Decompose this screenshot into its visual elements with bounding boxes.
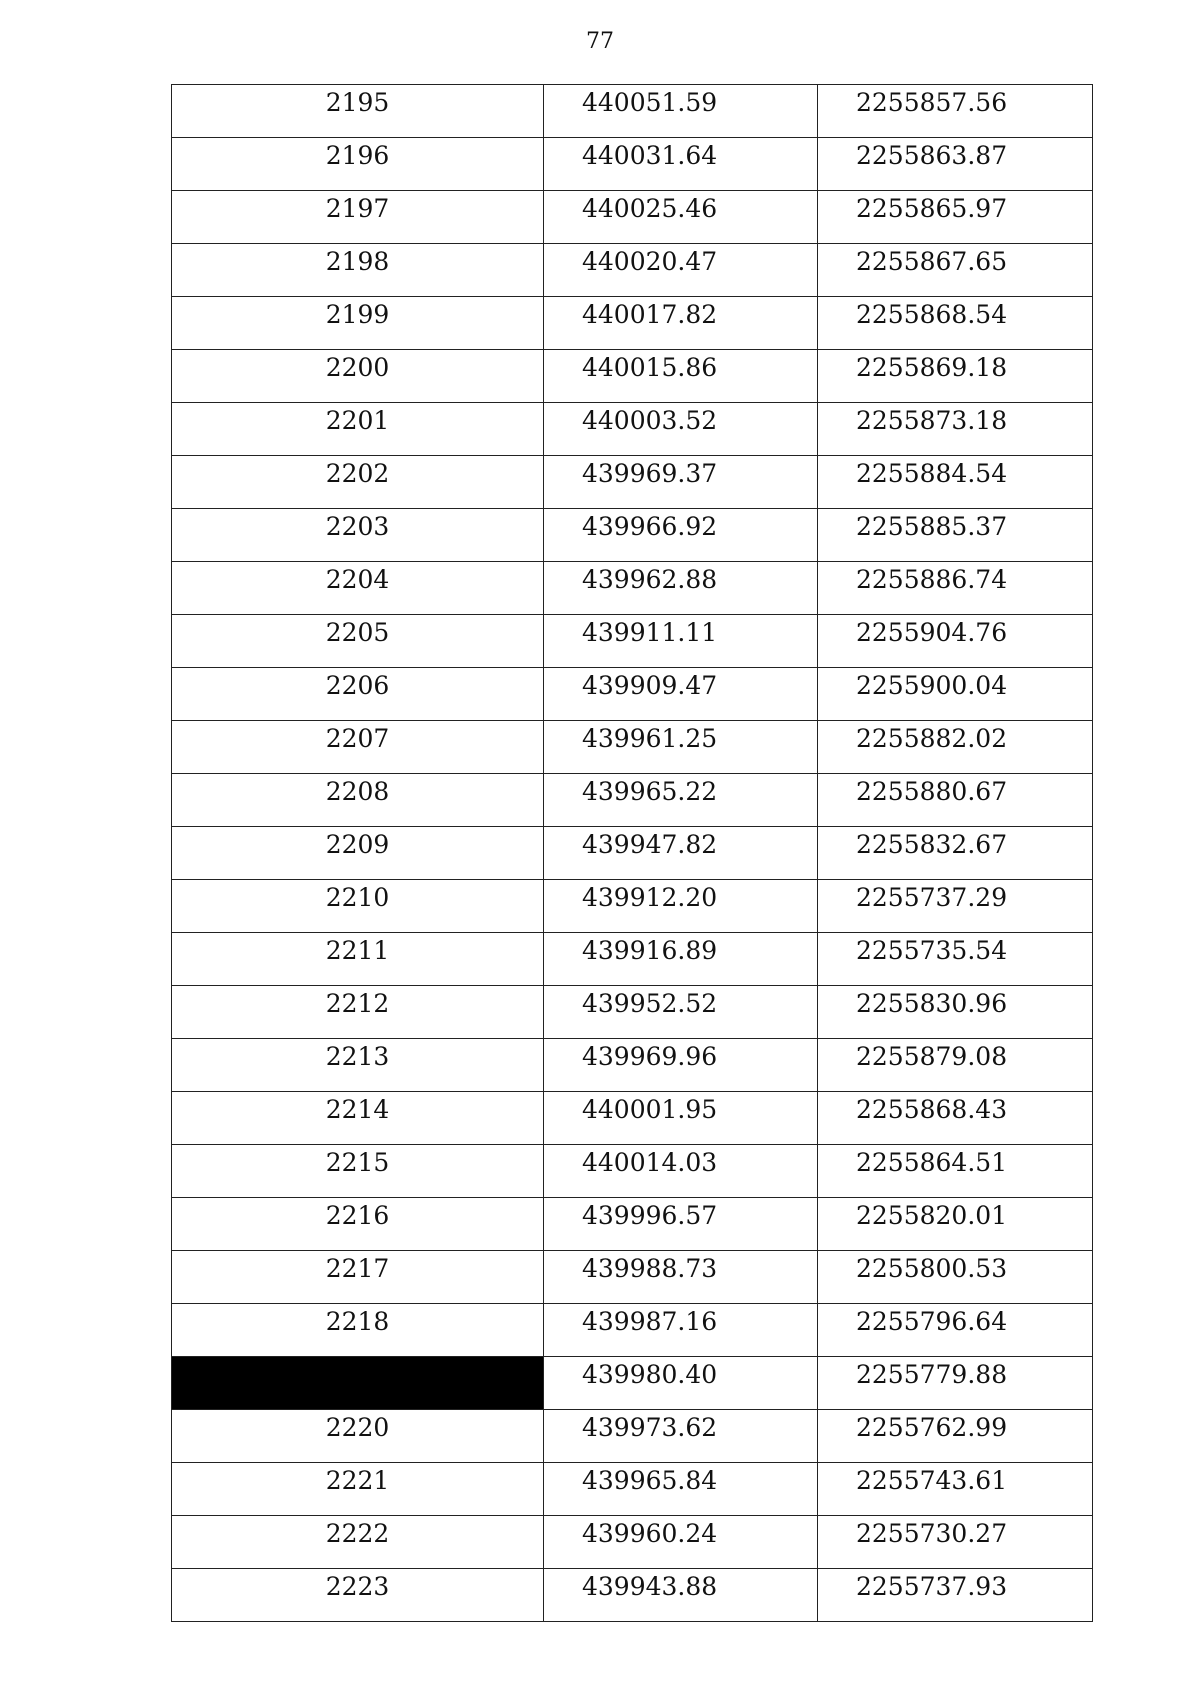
y-coordinate-cell: 2255730.27 — [818, 1516, 1093, 1569]
x-coordinate-cell: 440025.46 — [544, 191, 818, 244]
point-id-cell: 2202 — [172, 456, 544, 509]
x-coordinate-cell: 439947.82 — [544, 827, 818, 880]
point-id-cell: 2196 — [172, 138, 544, 191]
x-coordinate-cell: 439987.16 — [544, 1304, 818, 1357]
page-number: 77 — [586, 29, 614, 54]
table-row — [172, 1569, 1093, 1622]
table-row — [172, 827, 1093, 880]
point-id-cell: 2223 — [172, 1569, 544, 1622]
table-row — [172, 1092, 1093, 1145]
point-id-cell: 2200 — [172, 350, 544, 403]
point-id-cell: 2222 — [172, 1516, 544, 1569]
table-row — [172, 403, 1093, 456]
x-coordinate-cell: 440020.47 — [544, 244, 818, 297]
point-id-cell: 2210 — [172, 880, 544, 933]
y-coordinate-cell: 2255796.64 — [818, 1304, 1093, 1357]
x-coordinate-cell: 439961.25 — [544, 721, 818, 774]
point-id-cell: 2208 — [172, 774, 544, 827]
x-coordinate-cell: 440017.82 — [544, 297, 818, 350]
redacted-cell — [172, 1357, 544, 1410]
table-row — [172, 456, 1093, 509]
x-coordinate-cell: 440003.52 — [544, 403, 818, 456]
x-coordinate-cell: 440001.95 — [544, 1092, 818, 1145]
y-coordinate-cell: 2255737.29 — [818, 880, 1093, 933]
point-id-cell: 2203 — [172, 509, 544, 562]
table-row — [172, 244, 1093, 297]
y-coordinate-cell: 2255867.65 — [818, 244, 1093, 297]
table-row — [172, 986, 1093, 1039]
x-coordinate-cell: 440014.03 — [544, 1145, 818, 1198]
y-coordinate-cell: 2255868.54 — [818, 297, 1093, 350]
x-coordinate-cell: 439960.24 — [544, 1516, 818, 1569]
table-row — [172, 933, 1093, 986]
table-row — [172, 138, 1093, 191]
point-id-cell: 2215 — [172, 1145, 544, 1198]
x-coordinate-cell: 439911.11 — [544, 615, 818, 668]
point-id-cell: 2209 — [172, 827, 544, 880]
y-coordinate-cell: 2255762.99 — [818, 1410, 1093, 1463]
y-coordinate-cell: 2255779.88 — [818, 1357, 1093, 1410]
x-coordinate-cell: 440031.64 — [544, 138, 818, 191]
y-coordinate-cell: 2255873.18 — [818, 403, 1093, 456]
x-coordinate-cell: 439965.84 — [544, 1463, 818, 1516]
point-id-cell: 2206 — [172, 668, 544, 721]
y-coordinate-cell: 2255735.54 — [818, 933, 1093, 986]
x-coordinate-cell: 439966.92 — [544, 509, 818, 562]
table-row — [172, 1039, 1093, 1092]
x-coordinate-cell: 439969.37 — [544, 456, 818, 509]
table-row — [172, 297, 1093, 350]
y-coordinate-cell: 2255830.96 — [818, 986, 1093, 1039]
point-id-cell: 2198 — [172, 244, 544, 297]
y-coordinate-cell: 2255820.01 — [818, 1198, 1093, 1251]
y-coordinate-cell: 2255865.97 — [818, 191, 1093, 244]
table-row — [172, 774, 1093, 827]
x-coordinate-cell: 439980.40 — [544, 1357, 818, 1410]
table-row — [172, 191, 1093, 244]
y-coordinate-cell: 2255885.37 — [818, 509, 1093, 562]
y-coordinate-cell: 2255869.18 — [818, 350, 1093, 403]
point-id-cell: 2197 — [172, 191, 544, 244]
y-coordinate-cell: 2255864.51 — [818, 1145, 1093, 1198]
table-row — [172, 1251, 1093, 1304]
y-coordinate-cell: 2255882.02 — [818, 721, 1093, 774]
point-id-cell: 2214 — [172, 1092, 544, 1145]
point-id-cell: 2211 — [172, 933, 544, 986]
table-row — [172, 1145, 1093, 1198]
table-row — [172, 668, 1093, 721]
y-coordinate-cell: 2255879.08 — [818, 1039, 1093, 1092]
table-row — [172, 85, 1093, 138]
y-coordinate-cell: 2255904.76 — [818, 615, 1093, 668]
point-id-cell: 2195 — [172, 85, 544, 138]
y-coordinate-cell: 2255857.56 — [818, 85, 1093, 138]
y-coordinate-cell: 2255737.93 — [818, 1569, 1093, 1622]
y-coordinate-cell: 2255743.61 — [818, 1463, 1093, 1516]
x-coordinate-cell: 439996.57 — [544, 1198, 818, 1251]
x-coordinate-cell: 439943.88 — [544, 1569, 818, 1622]
table-row — [172, 1198, 1093, 1251]
x-coordinate-cell: 439962.88 — [544, 562, 818, 615]
coordinates-table — [171, 84, 1093, 1622]
table-row — [172, 1516, 1093, 1569]
table-row — [172, 562, 1093, 615]
table-row — [172, 615, 1093, 668]
coordinates-table-body — [172, 85, 1093, 1622]
y-coordinate-cell: 2255886.74 — [818, 562, 1093, 615]
y-coordinate-cell: 2255832.67 — [818, 827, 1093, 880]
table-row — [172, 350, 1093, 403]
y-coordinate-cell: 2255884.54 — [818, 456, 1093, 509]
point-id-cell: 2220 — [172, 1410, 544, 1463]
point-id-cell: 2212 — [172, 986, 544, 1039]
point-id-cell: 2207 — [172, 721, 544, 774]
y-coordinate-cell: 2255800.53 — [818, 1251, 1093, 1304]
table-row — [172, 509, 1093, 562]
x-coordinate-cell: 439916.89 — [544, 933, 818, 986]
x-coordinate-cell: 439952.52 — [544, 986, 818, 1039]
y-coordinate-cell: 2255868.43 — [818, 1092, 1093, 1145]
x-coordinate-cell: 439909.47 — [544, 668, 818, 721]
y-coordinate-cell: 2255900.04 — [818, 668, 1093, 721]
x-coordinate-cell: 440051.59 — [544, 85, 818, 138]
x-coordinate-cell: 439973.62 — [544, 1410, 818, 1463]
point-id-cell: 2218 — [172, 1304, 544, 1357]
table-row — [172, 721, 1093, 774]
table-row — [172, 1357, 1093, 1410]
point-id-cell: 2204 — [172, 562, 544, 615]
point-id-cell: 2213 — [172, 1039, 544, 1092]
point-id-cell: 2217 — [172, 1251, 544, 1304]
x-coordinate-cell: 439988.73 — [544, 1251, 818, 1304]
table-row — [172, 880, 1093, 933]
point-id-cell: 2216 — [172, 1198, 544, 1251]
point-id-cell: 2221 — [172, 1463, 544, 1516]
point-id-cell: 2205 — [172, 615, 544, 668]
table-row — [172, 1304, 1093, 1357]
table-row — [172, 1410, 1093, 1463]
x-coordinate-cell: 440015.86 — [544, 350, 818, 403]
x-coordinate-cell: 439969.96 — [544, 1039, 818, 1092]
y-coordinate-cell: 2255863.87 — [818, 138, 1093, 191]
y-coordinate-cell: 2255880.67 — [818, 774, 1093, 827]
point-id-cell: 2199 — [172, 297, 544, 350]
x-coordinate-cell: 439912.20 — [544, 880, 818, 933]
point-id-cell: 2201 — [172, 403, 544, 456]
x-coordinate-cell: 439965.22 — [544, 774, 818, 827]
table-row — [172, 1463, 1093, 1516]
